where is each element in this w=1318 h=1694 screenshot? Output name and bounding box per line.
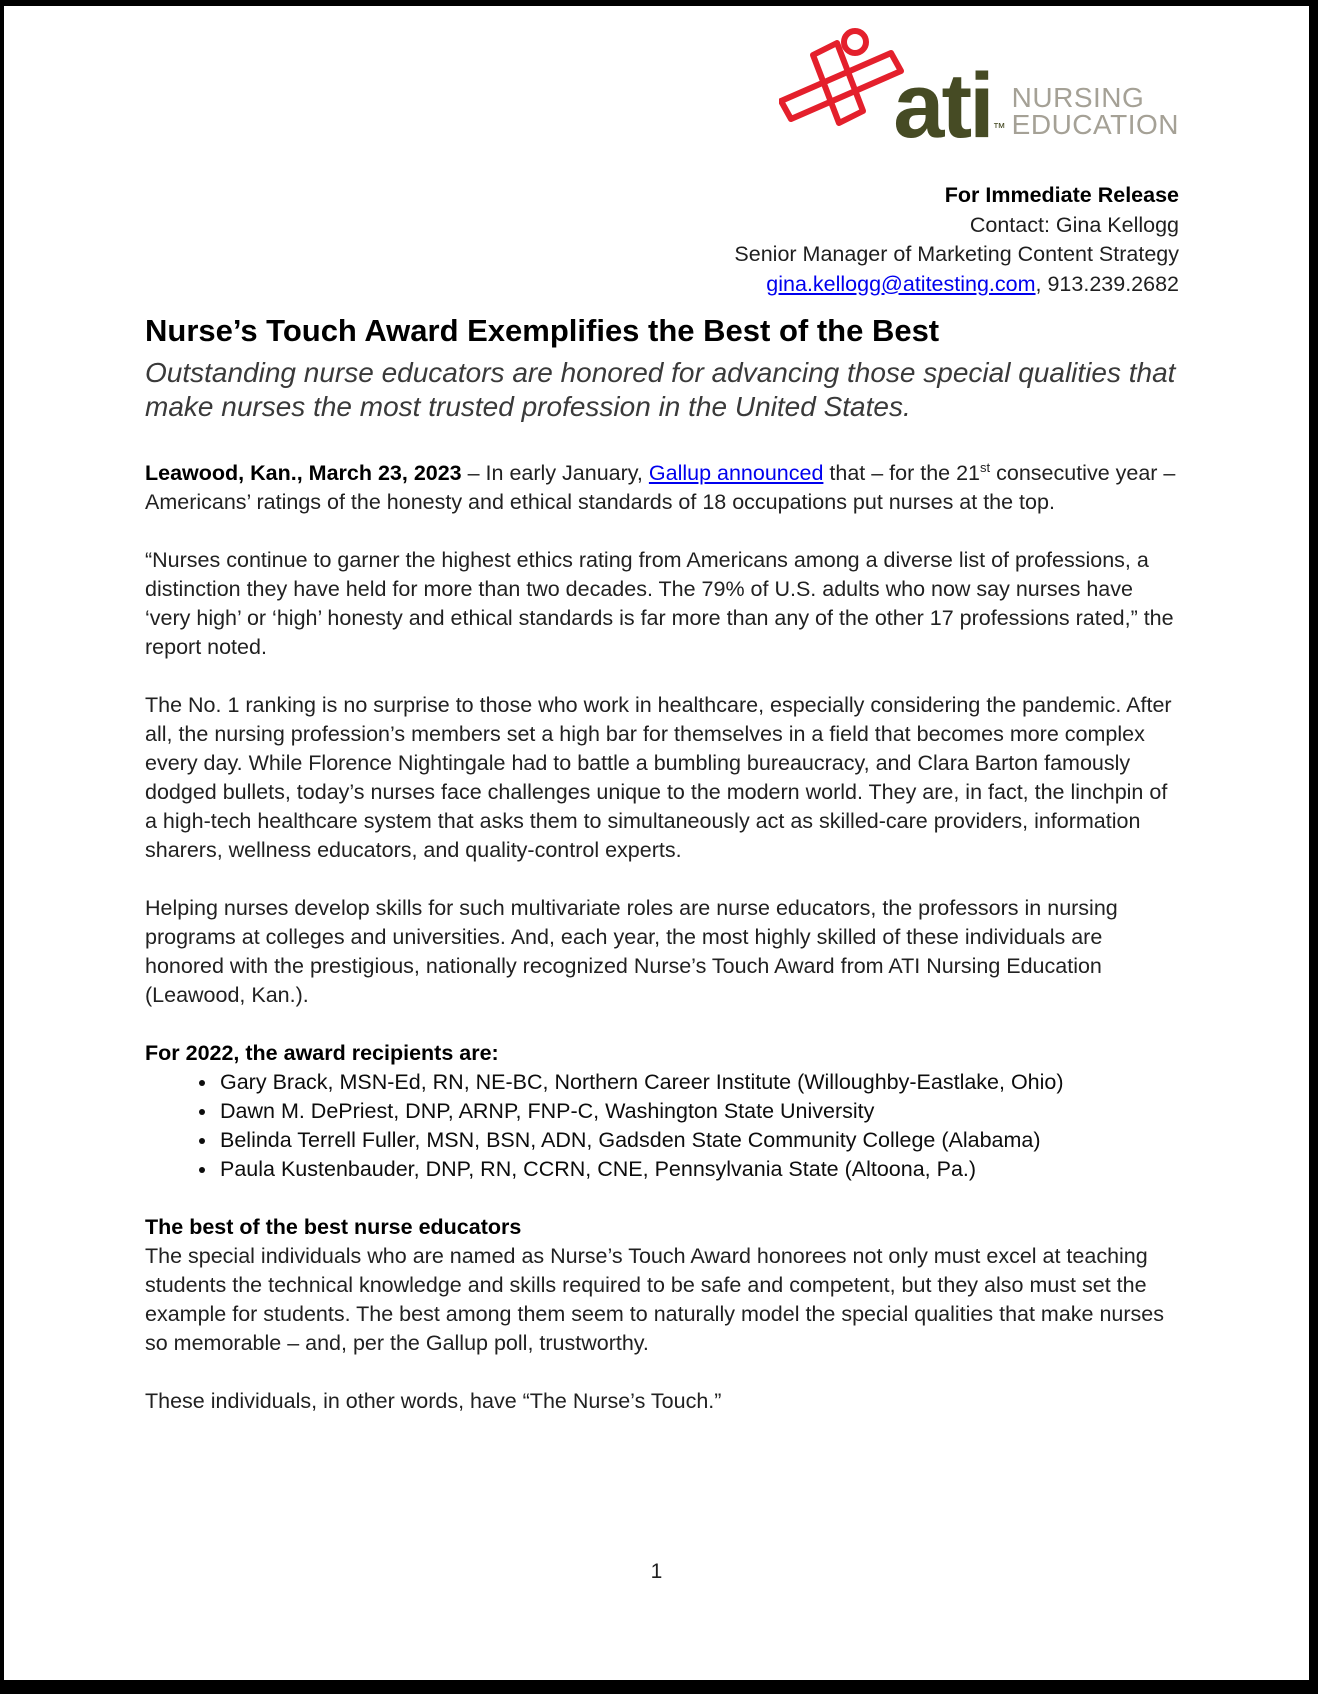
gallup-link[interactable]: Gallup announced bbox=[648, 461, 824, 486]
paragraph-ranking: The No. 1 ranking is no surprise to those who work in healthcare, especially considering the pandemic. After all, the nursing profession’s members set a high bar for themselves in a field that becomes more complex every day. While Florence Nightingale had to battle a bumbling bureaucracy, and Clara Barton famously dodged bullets, today’s nurses face challenges unique to the modern world. They are, in fact, the linchpin of a high-tech healthcare system that asks them to simultaneously act as skilled-care providers, information sharers, wellness educators, and quality-control experts. bbox=[145, 693, 1172, 863]
paragraph-dateline bbox=[145, 453, 1179, 517]
subheadline: Outstanding nurse educators are honored for advancing those special qualities that make nurses the most trusted profession in the United States. bbox=[145, 357, 1176, 422]
logo-trademark: ™ bbox=[992, 120, 1006, 135]
logo-line-education: EDUCATION bbox=[1011, 109, 1179, 140]
dateline: Leawood, Kan., March 23, 2023 bbox=[145, 461, 462, 486]
contact-email-line bbox=[145, 270, 1179, 300]
logo-wordmark bbox=[1012, 84, 1179, 139]
recipients-heading: For 2022, the award recipients are: bbox=[145, 1041, 499, 1066]
section-heading-best: The best of the best nurse educators bbox=[145, 1215, 522, 1240]
p1-before-link: – In early January, bbox=[461, 461, 649, 486]
paragraph-ethics-quote: “Nurses continue to garner the highest ethics rating from Americans among a diverse list of professions, a distinction they have held for more than two decades. The 79% of U.S. adults who now say nurses have ‘very high’ or ‘high’ honesty and ethical standards is far more than any of the other 17 professions rated,” the report noted. bbox=[145, 548, 1174, 660]
contact-phone: , 913.239.2682 bbox=[1035, 271, 1179, 296]
recipient-item: • Gary Brack, MSN-Ed, RN, NE-BC, Northern Career Institute (Willoughby-Eastlake, Ohio) bbox=[218, 1068, 1179, 1097]
recipient-item: • Dawn M. DePriest, DNP, ARNP, FNP-C, Washington State University bbox=[218, 1097, 1179, 1126]
ati-logo bbox=[779, 25, 1179, 157]
ordinal-superscript: st bbox=[980, 460, 991, 475]
paragraph-nurses-touch: These individuals, in other words, have “The Nurse’s Touch.” bbox=[145, 1389, 722, 1414]
contact-title: Senior Manager of Marketing Content Strategy bbox=[734, 242, 1179, 266]
logo-brand-text: ati bbox=[893, 54, 992, 157]
ati-figure-icon bbox=[779, 25, 907, 139]
press-release-page bbox=[4, 6, 1309, 1680]
p1-rest: consecutive year – Americans’ ratings of the honesty and ethical standards of 18 occupations put nurses at the top. bbox=[145, 461, 1176, 515]
article-body bbox=[145, 453, 1179, 1416]
contact-name: Contact: Gina Kellogg bbox=[969, 212, 1179, 237]
headline: Nurse’s Touch Award Exemplifies the Best of the Best bbox=[145, 313, 940, 348]
logo-line-nursing: NURSING bbox=[1011, 82, 1145, 113]
page-content bbox=[4, 6, 1309, 1416]
recipients-list bbox=[145, 1068, 1179, 1184]
recipient-item: • Paula Kustenbauder, DNP, RN, CCRN, CNE, Pennsylvania State (Altoona, Pa.) bbox=[218, 1155, 1179, 1184]
release-label: For Immediate Release bbox=[944, 183, 1179, 207]
p1-after-link: that – for the 21 bbox=[823, 461, 981, 486]
page-number: 1 bbox=[650, 1560, 663, 1583]
paragraph-educators: Helping nurses develop skills for such multivariate roles are nurse educators, the professors in nursing programs at colleges and universities. And, each year, the most highly skilled of these individuals are honored with the prestigious, nationally recognized Nurse’s Touch Award from ATI Nursing Education (Leawood, Kan.). bbox=[145, 896, 1118, 1008]
email-link[interactable]: gina.kellogg@atitesting.com bbox=[766, 271, 1036, 296]
recipient-item: • Belinda Terrell Fuller, MSN, BSN, ADN, Gadsden State Community College (Alabama) bbox=[218, 1126, 1179, 1155]
contact-block bbox=[145, 181, 1179, 299]
paragraph-best: The special individuals who are named as Nurse’s Touch Award honorees not only must excel at teaching students the technical knowledge and skills required to be safe and competent, but they also must set the example for students. The best among them seem to naturally model the special qualities that make nurses so memorable – and, per the Gallup poll, trustworthy. bbox=[145, 1244, 1165, 1356]
logo-row bbox=[145, 25, 1179, 157]
